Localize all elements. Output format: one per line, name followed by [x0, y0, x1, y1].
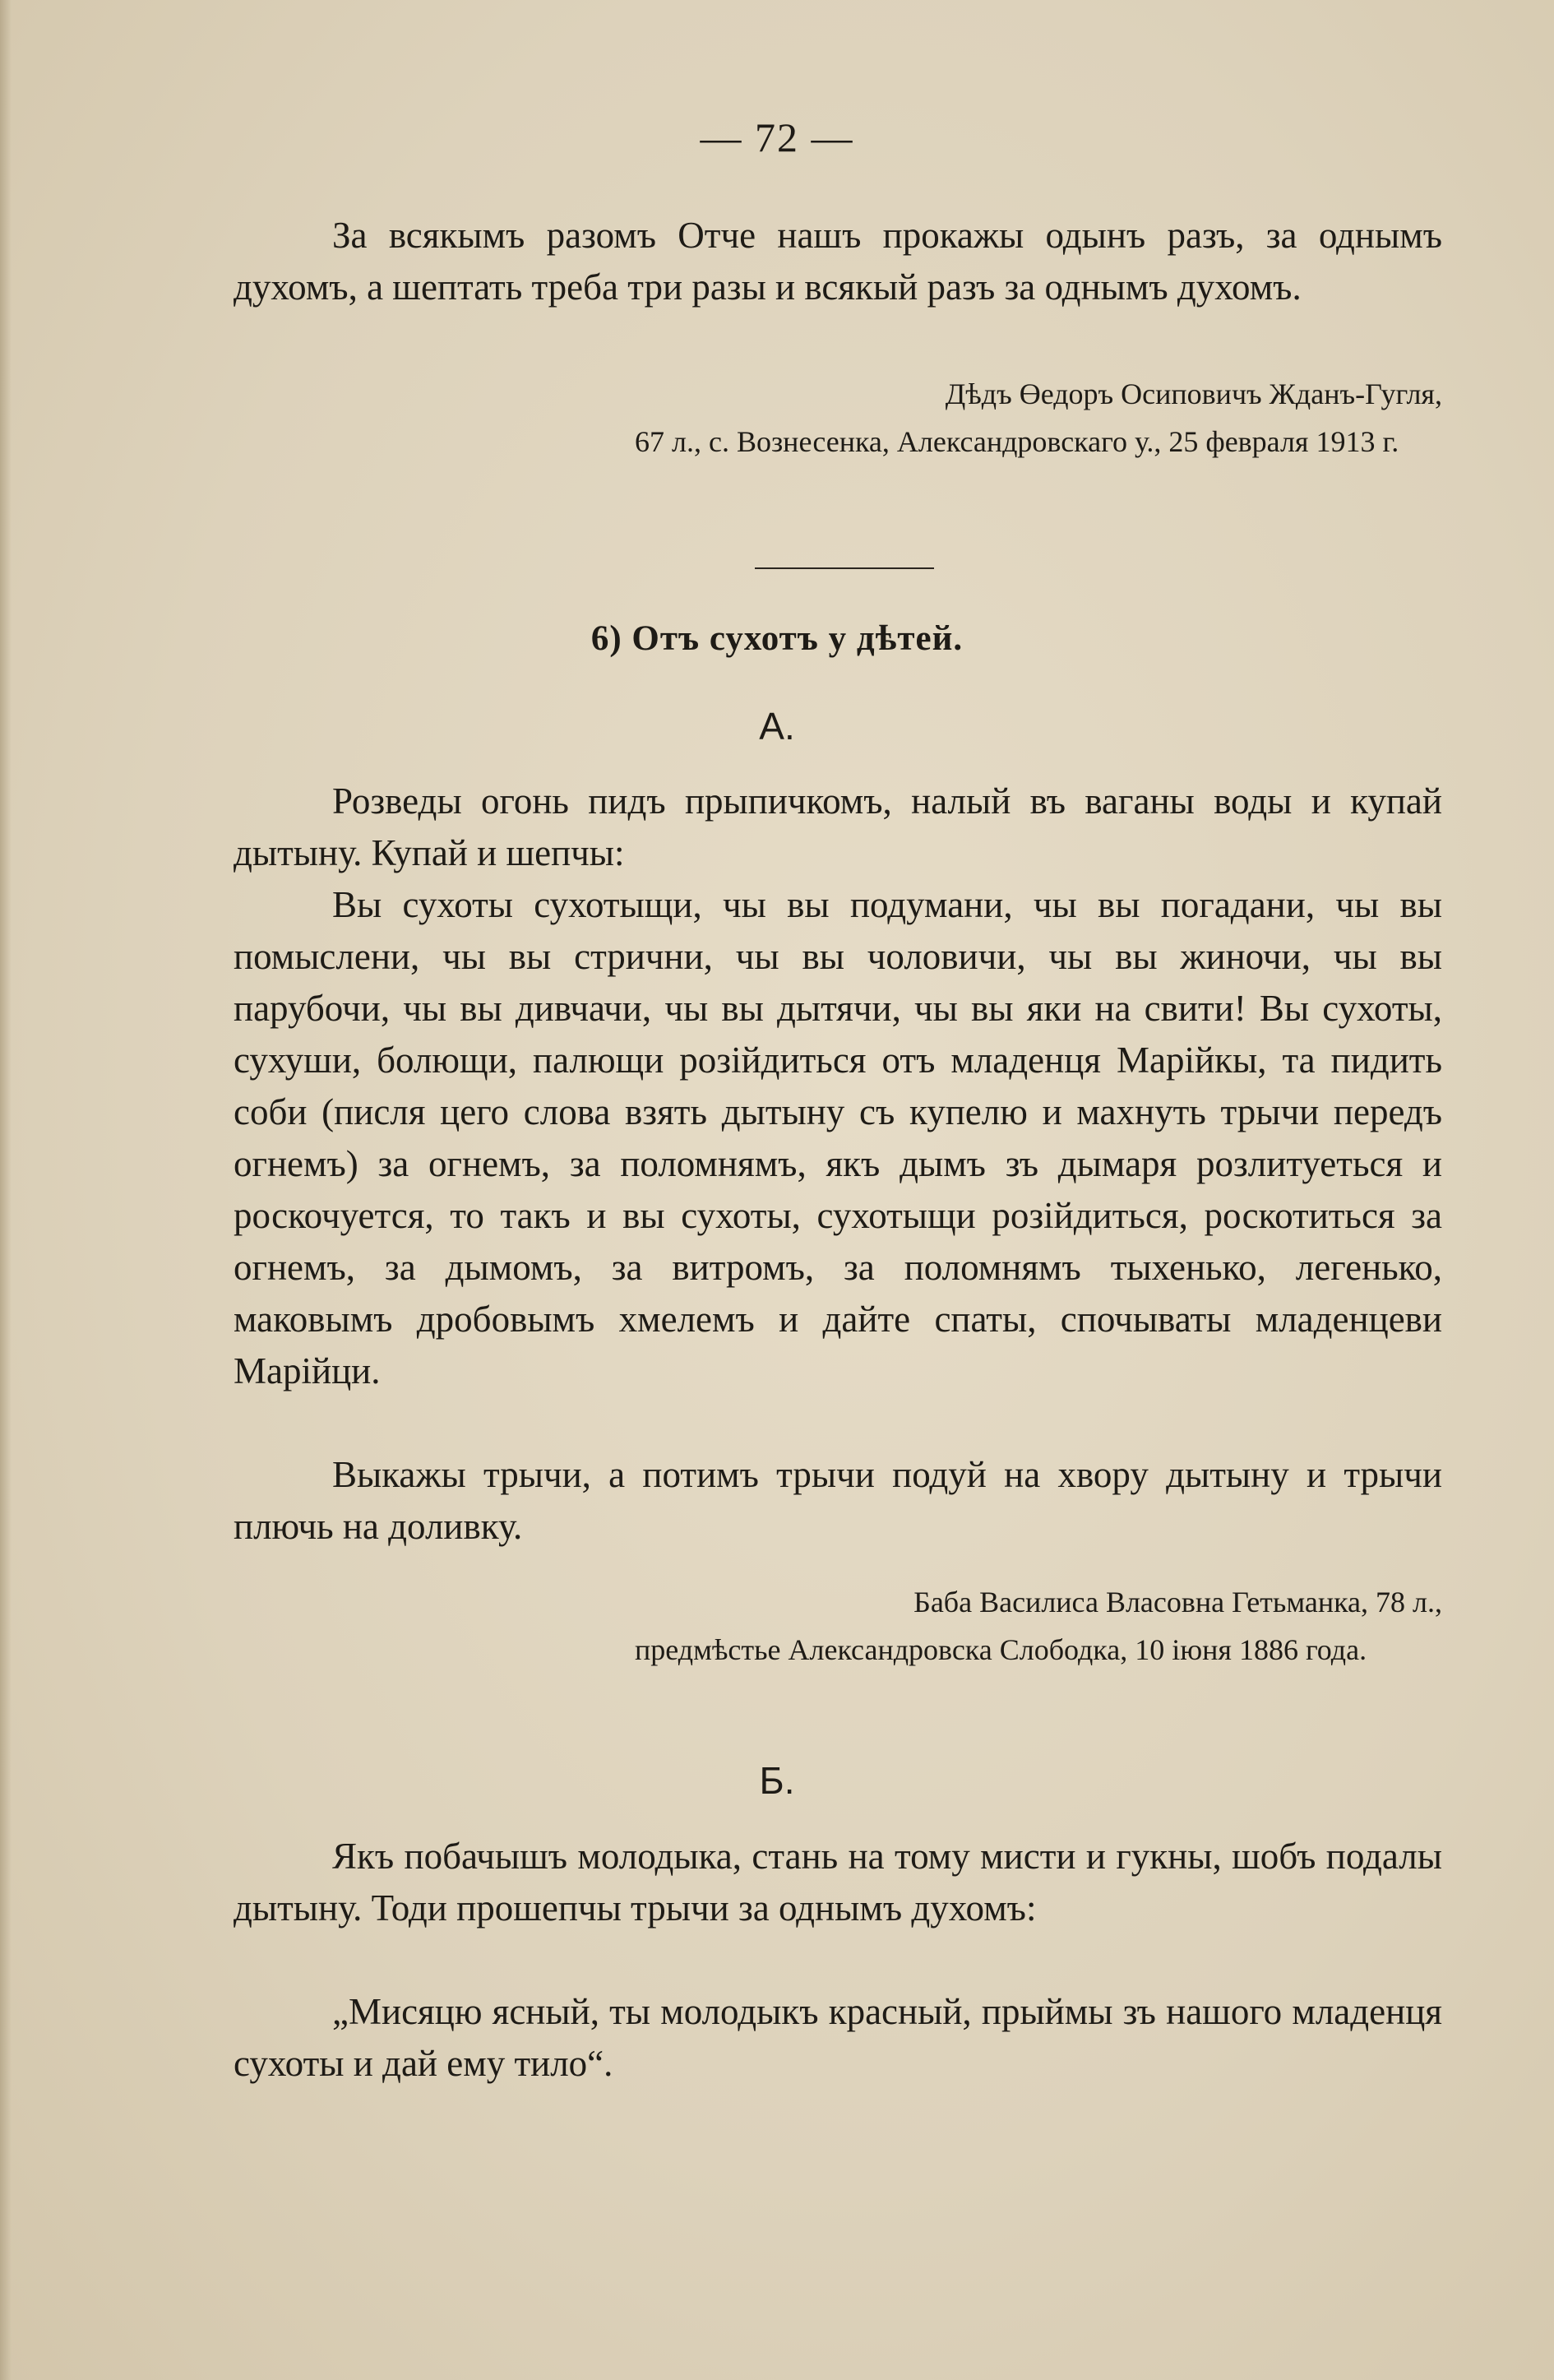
- informant-1-name: Дѣдъ Өедоръ Осиповичъ Жданъ-Гугля,: [945, 377, 1442, 410]
- page-edge-shadow: [0, 0, 12, 2380]
- opening-paragraph: За всякымъ разомъ Отче нашъ прокажы одынъ разъ, за однымъ духомъ, а шептать треба три разы и всякый разъ за однымъ духомъ.: [234, 215, 1442, 308]
- subsection-a-paragraph-3: Выкажы трычи, а потимъ трычи подуй на хвору дытыну и трычи плючь на доливку.: [234, 1454, 1442, 1547]
- subsection-b-heading: Б.: [759, 1759, 795, 1802]
- subsection-a-heading: А.: [759, 705, 795, 748]
- informant-2-details: предмѣстье Александровска Слободка, 10 іюня 1886 года.: [635, 1633, 1367, 1666]
- subsection-a-paragraph-2: Вы сухоты сухотыщи, чы вы подумани, чы вы погадани, чы вы помыслени, чы вы стрични, чы вы чоловичи, чы вы жиночи, чы вы парубочи, чы вы дивчачи, чы вы дытячи, чы вы яки на свити! Вы сухоты, сухуши, болющи, палющи розійдиться отъ младенця Марійкы, та пидить соби (писля цего слова взять дытыну съ купелю и махнуть трычи передъ огнемъ) за огнемъ, за поломнямъ, якъ дымъ зъ дымаря розлитуеться и роскочуется, то такъ и вы сухоты, сухотыщи розійдиться, роскотиться за огнемъ, за дымомъ, за витромъ, за поломнямъ тыхенько, легенько, маковымъ дробовымъ хмелемъ и дайте спаты, спочываты младенцеви Марійци.: [234, 884, 1442, 1391]
- subsection-b-paragraph-2: „Мисяцю ясный, ты молодыкъ красный, прыймы зъ нашого младенця сухоты и дай ему тило“.: [234, 1991, 1442, 2084]
- page-number: — 72 —: [700, 114, 854, 160]
- section-title: 6) Отъ сухотъ у дѣтей.: [590, 619, 964, 658]
- informant-2-name: Баба Василиса Власовна Гетьманка, 78 л.,: [913, 1586, 1442, 1618]
- section-divider: [755, 567, 934, 569]
- attribution-informant-1: [635, 370, 1442, 465]
- subsection-a-paragraph-1: Розведы огонь пидъ прыпичкомъ, налый въ ваганы воды и купай дытыну. Купай и шепчы:: [234, 780, 1442, 873]
- informant-1-details: 67 л., с. Вознесенка, Александровскаго у., 25 февраля 1913 г.: [635, 425, 1399, 458]
- subsection-b-paragraph-1: Якъ побачышъ молодыка, стань на тому мисти и гукны, шобъ подалы дытыну. Тоди прошепчы трычи за однымъ духомъ:: [234, 1836, 1442, 1929]
- attribution-informant-2: [635, 1578, 1442, 1674]
